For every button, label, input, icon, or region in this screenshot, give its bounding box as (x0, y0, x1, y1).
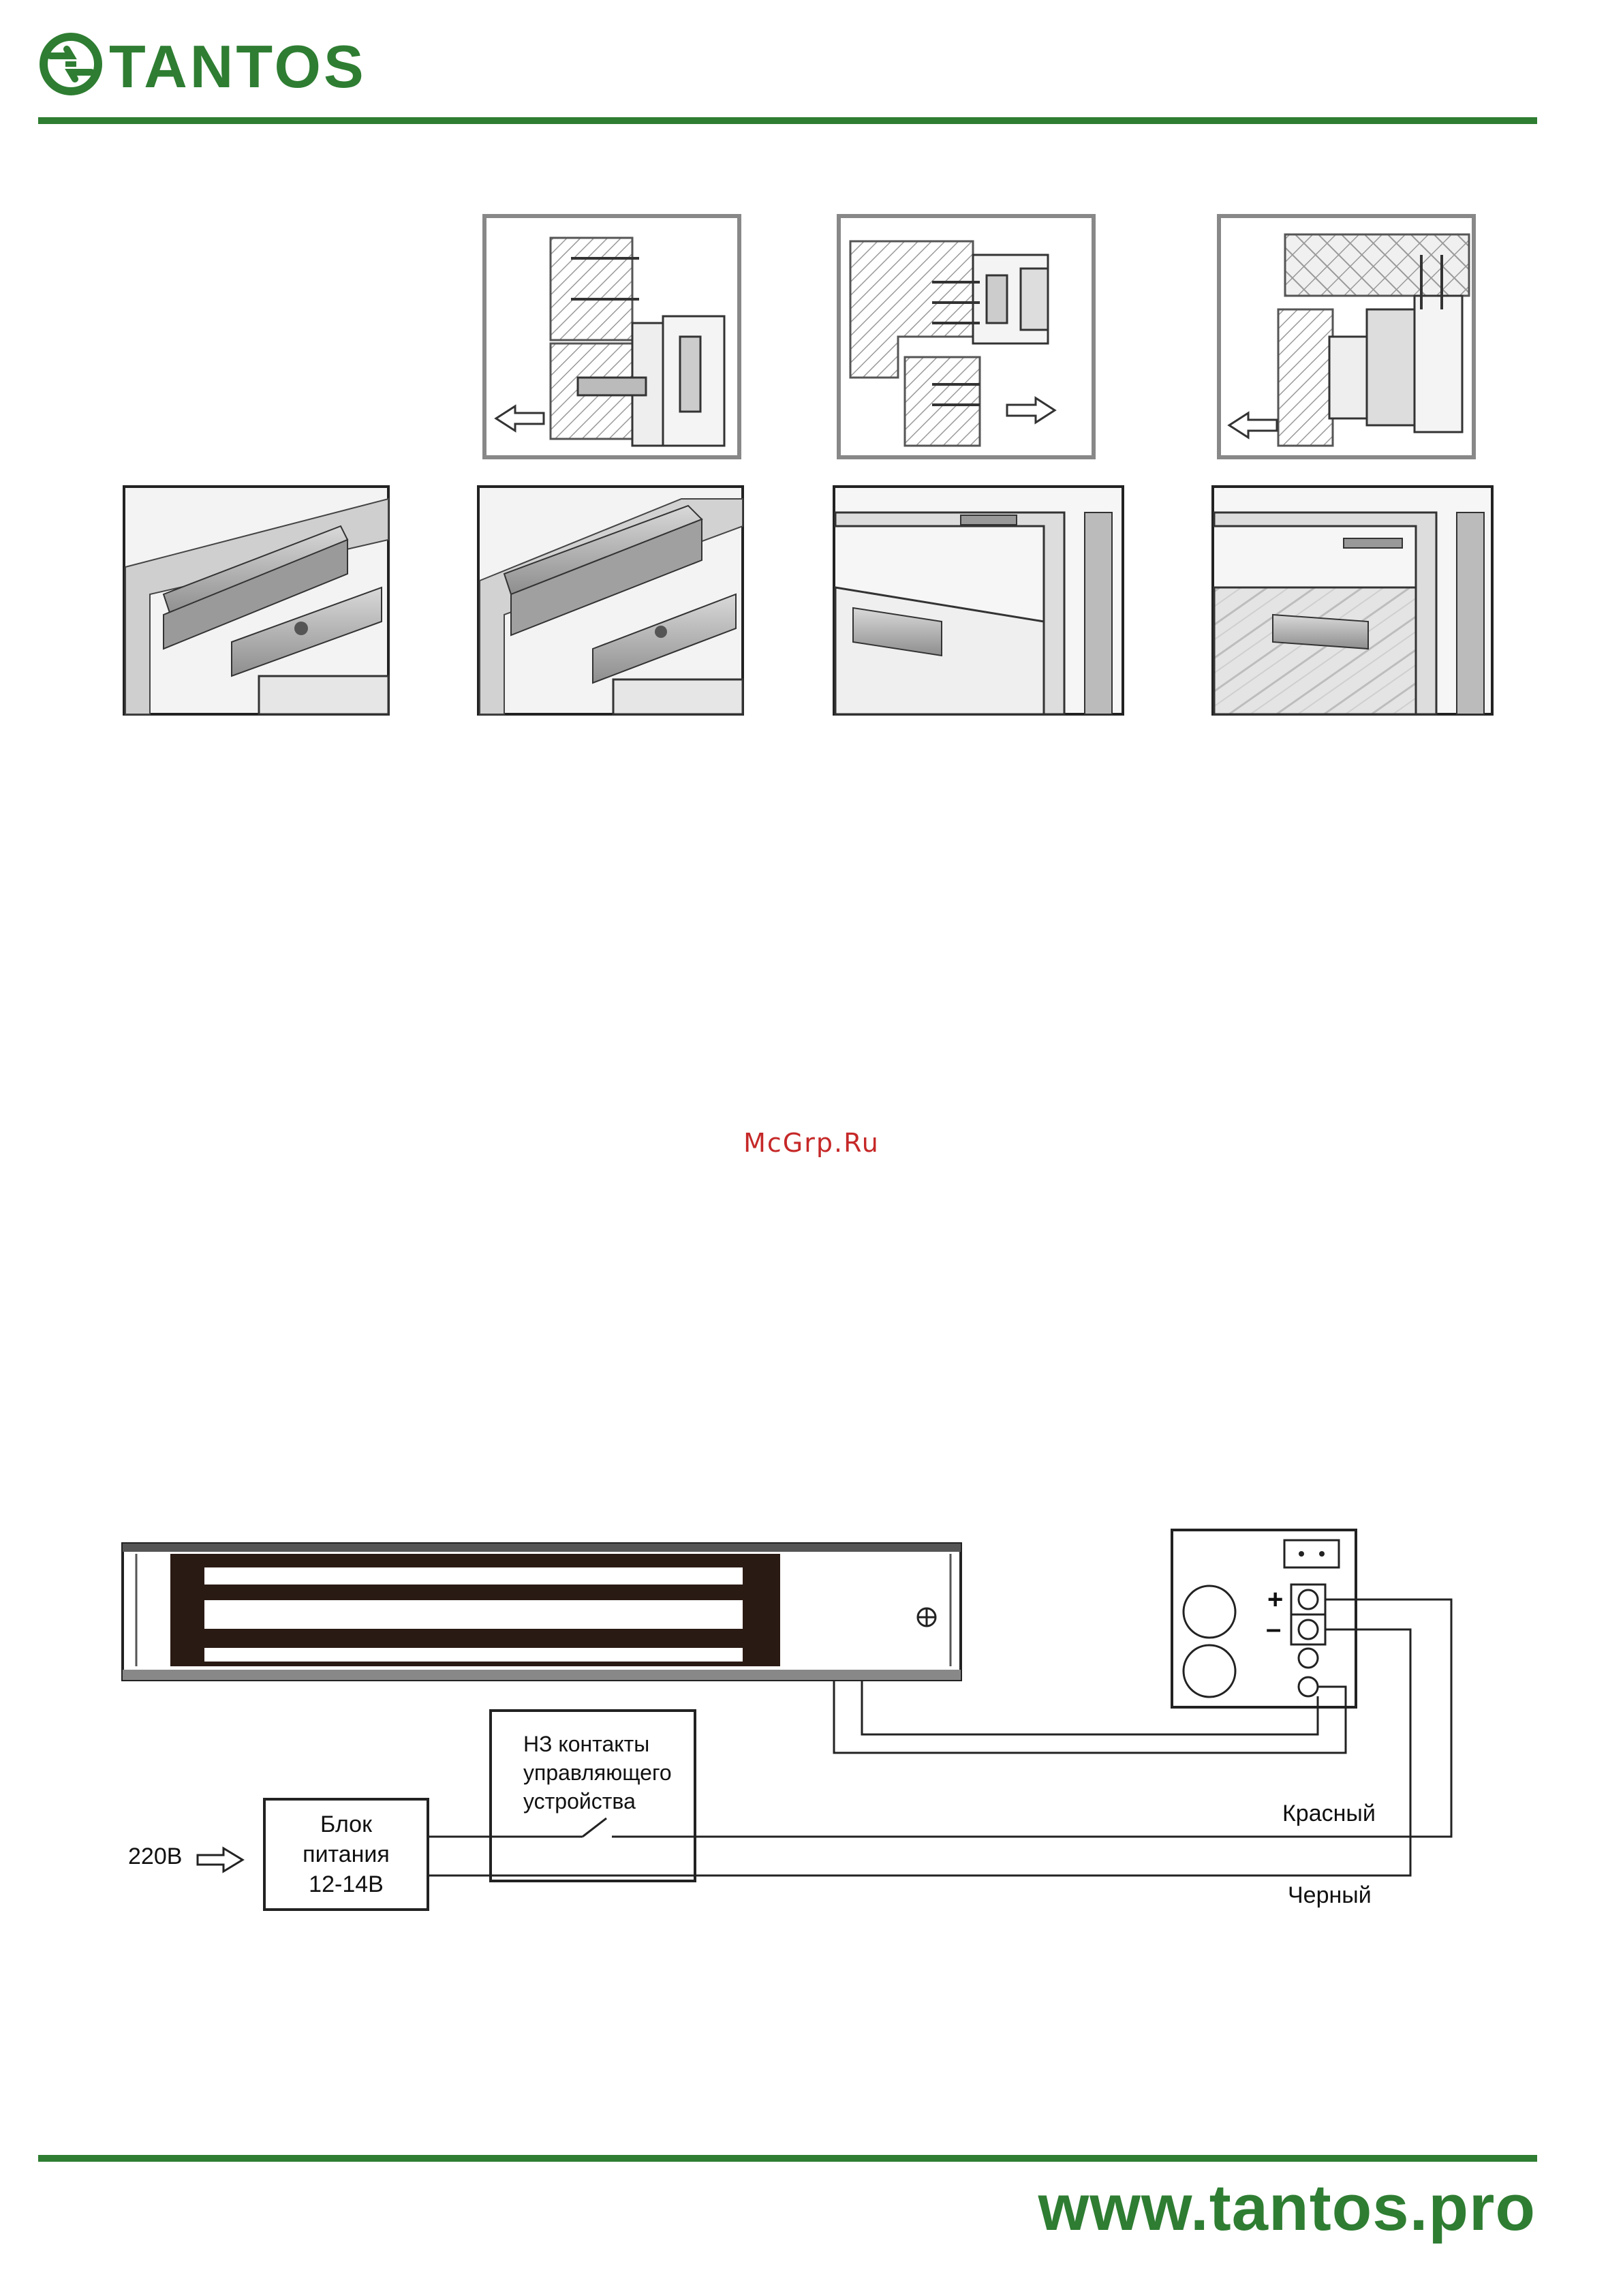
wire-black-label: Черный (1288, 1882, 1372, 1908)
controller-label-line2: управляющего (523, 1760, 672, 1785)
controller-contacts-box (491, 1711, 695, 1881)
controller-label-line1: НЗ контакты (523, 1732, 650, 1756)
mount-screw-icon (918, 1608, 936, 1626)
footer-url: www.tantos.pro (1038, 2171, 1536, 2244)
controller-label-line3: устройства (523, 1789, 636, 1813)
terminal-plus-label: + (1267, 1585, 1284, 1614)
mounting-diagram-1 (482, 214, 741, 459)
header-rule (38, 117, 1537, 124)
terminal-box (1172, 1530, 1356, 1707)
door-illustration-4 (1211, 485, 1494, 716)
psu-label-line1: Блок (320, 1811, 372, 1837)
door-illustration-1 (123, 485, 390, 716)
terminal-minus-label: – (1266, 1614, 1282, 1644)
magnetic-lock-body (123, 1544, 961, 1680)
mounting-diagram-3 (1217, 214, 1476, 459)
door-illustration-3 (833, 485, 1124, 716)
brand-logo (35, 29, 403, 104)
psu-label-line3: 12-14В (309, 1871, 384, 1897)
brand-name: TANTOS (109, 33, 367, 100)
tantos-emblem-icon (44, 37, 98, 91)
door-illustration-2 (477, 485, 744, 716)
input-voltage-label: 220В (128, 1843, 183, 1869)
wire-red-label: Красный (1282, 1801, 1376, 1826)
power-supply-box (264, 1799, 428, 1910)
watermark: McGrp.Ru (743, 1128, 880, 1158)
wiring-diagram (116, 1527, 1485, 1922)
mounting-diagram-2 (837, 214, 1096, 459)
psu-label-line2: питания (303, 1841, 390, 1867)
input-arrow-icon (198, 1848, 243, 1871)
footer-rule (38, 2155, 1537, 2162)
